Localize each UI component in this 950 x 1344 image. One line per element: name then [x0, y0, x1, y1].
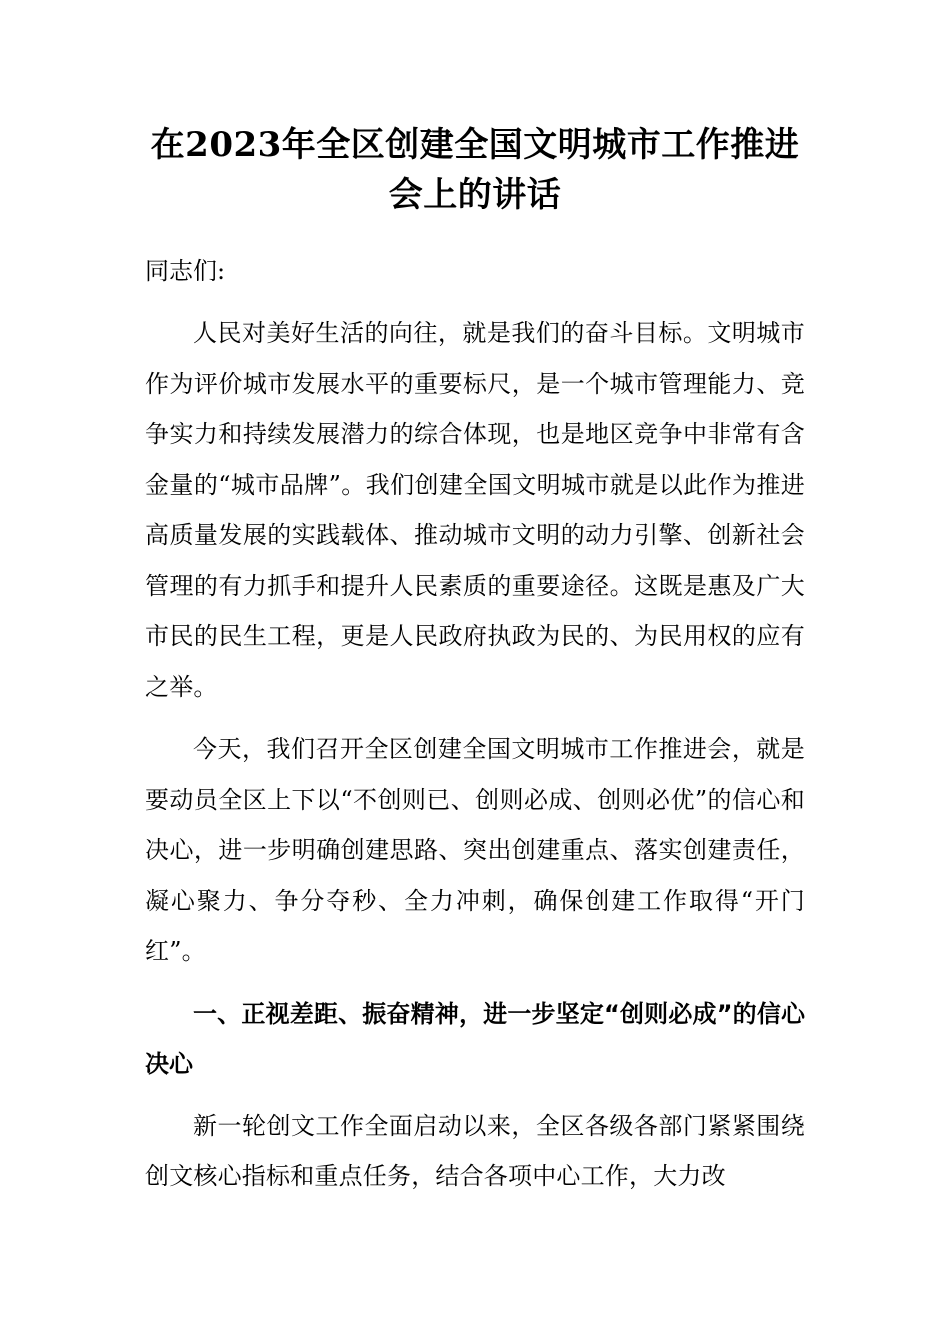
paragraph-meeting-purpose: 今天，我们召开全区创建全国文明城市工作推进会，就是要动员全区上下以“不创则已、创则必成、创则必优”的信心和决心，进一步明确创建思路、突出创建重点、落实创建责任，凝心聚力、争分夺秒、全力冲刺，确保创建工作取得“开门红”。	[145, 735, 805, 965]
document-body	[145, 120, 805, 1214]
section-heading-1: 一、正视差距、振奋精神，进一步坚定“创则必成”的信心决心	[145, 999, 805, 1078]
document-title: 在2023年全区创建全国文明城市工作推进会上的讲话	[150, 125, 800, 215]
paragraph-intro: 人民对美好生活的向往，就是我们的奋斗目标。文明城市作为评价城市发展水平的重要标尺，是一个城市管理能力、竞争实力和持续发展潜力的综合体现，也是地区竞争中非常有含金量的“城市品牌”。我们创建全国文明城市就是以此作为推进高质量发展的实践载体、推动城市文明的动力引擎、创新社会管理的有力抓手和提升人民素质的重要途径。这既是惠及广大市民的民生工程，更是人民政府执政为民的、为民用权的应有之举。	[145, 319, 805, 701]
salutation: 同志们:	[145, 257, 226, 285]
paragraph-section-1: 新一轮创文工作全面启动以来，全区各级各部门紧紧围绕创文核心指标和重点任务，结合各项中心工作，大力改	[145, 1111, 805, 1190]
